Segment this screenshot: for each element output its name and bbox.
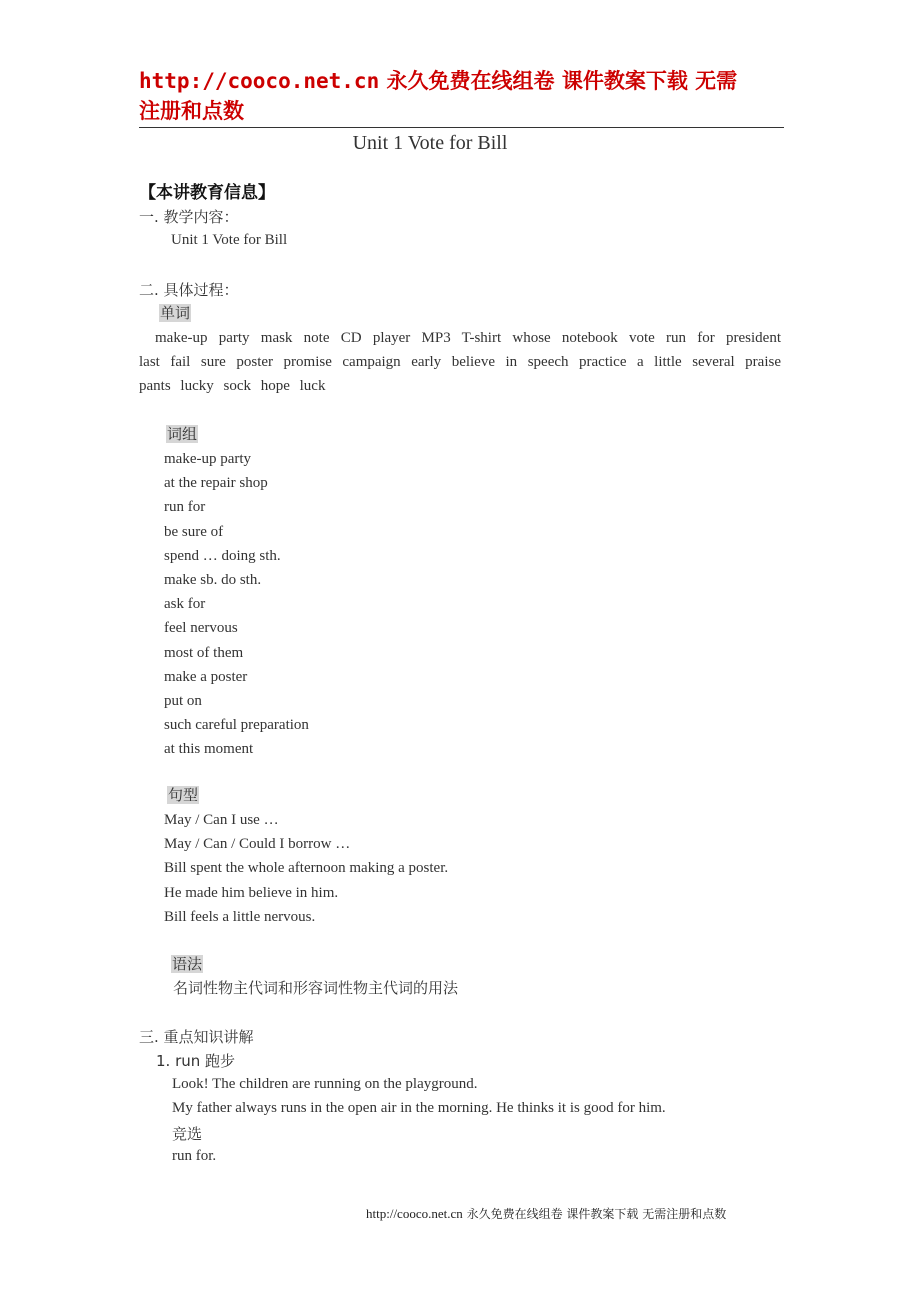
phrase-item: at the repair shop — [164, 475, 268, 492]
section1-content: Unit 1 Vote for Bill — [171, 232, 288, 248]
section3-label: 三. 重点知识讲解 — [139, 1028, 254, 1046]
header-link[interactable]: http://cooco.net.cn — [139, 69, 380, 93]
key-point-1-heading: 1. run 跑步 — [156, 1052, 236, 1070]
grammar-label: 语法 — [172, 955, 203, 973]
example-phrase-run-for: run for. — [172, 1148, 217, 1164]
footer-text: 永久免费在线组卷 课件教案下载 无需注册和点数 — [462, 1207, 727, 1221]
phrases-label: 词组 — [167, 425, 198, 443]
sentence-item: May / Can I use … — [164, 812, 279, 828]
sentence-patterns-list — [164, 808, 448, 929]
vocabulary-paragraph: make-up party mask note CD player MP3 T-shirt whose notebook vote run for president last fail sure poster promise campaign early believe in speech practice a little several praise pants lucky sock hope luck — [139, 330, 781, 394]
sentence-item: May / Can / Could I borrow … — [164, 836, 351, 853]
header-slogan-line2: 注册和点数 — [139, 99, 244, 123]
sentence-item: Bill spent the whole afternoon making a poster. — [164, 860, 449, 877]
example-sentence-2: My father always runs in the open air in the morning. He thinks it is good for him. — [172, 1100, 666, 1116]
phrase-item: run for — [164, 499, 206, 516]
phrase-item: at this moment — [164, 741, 254, 758]
sentence-item: Bill feels a little nervous. — [164, 908, 316, 925]
phrases-list — [164, 447, 309, 762]
section2-label: 二. 具体过程： — [139, 281, 239, 299]
page-footer — [366, 1205, 726, 1222]
section1-label: 一. 教学内容： — [139, 208, 239, 226]
phrase-item: such careful preparation — [164, 717, 309, 734]
meaning-campaign: 竞选 — [172, 1125, 203, 1143]
phrase-item: spend … doing sth. — [164, 547, 281, 564]
sentences-label: 句型 — [168, 786, 199, 804]
phrase-item: make a poster — [164, 668, 248, 685]
header-divider — [139, 127, 784, 128]
phrase-item: make sb. do sth. — [164, 572, 262, 589]
footer-link[interactable]: http://cooco.net.cn — [366, 1206, 463, 1221]
document-title: Unit 1 Vote for Bill — [352, 132, 508, 154]
phrase-item: make-up party — [164, 451, 252, 467]
grammar-text: 名词性物主代词和形容词性物主代词的用法 — [173, 979, 459, 997]
example-sentence-1: Look! The children are running on the playground. — [172, 1076, 478, 1092]
header-slogan-line1: 永久免费在线组卷 课件教案下载 无需 — [379, 69, 738, 93]
site-header-banner — [139, 66, 784, 126]
words-label: 单词 — [160, 304, 191, 322]
sentence-item: He made him believe in him. — [164, 884, 339, 901]
phrase-item: most of them — [164, 644, 244, 661]
info-heading: 【本讲教育信息】 — [139, 183, 275, 203]
phrase-item: ask for — [164, 596, 206, 613]
phrase-item: feel nervous — [164, 620, 238, 637]
phrase-item: be sure of — [164, 523, 224, 540]
phrase-item: put on — [164, 693, 202, 710]
